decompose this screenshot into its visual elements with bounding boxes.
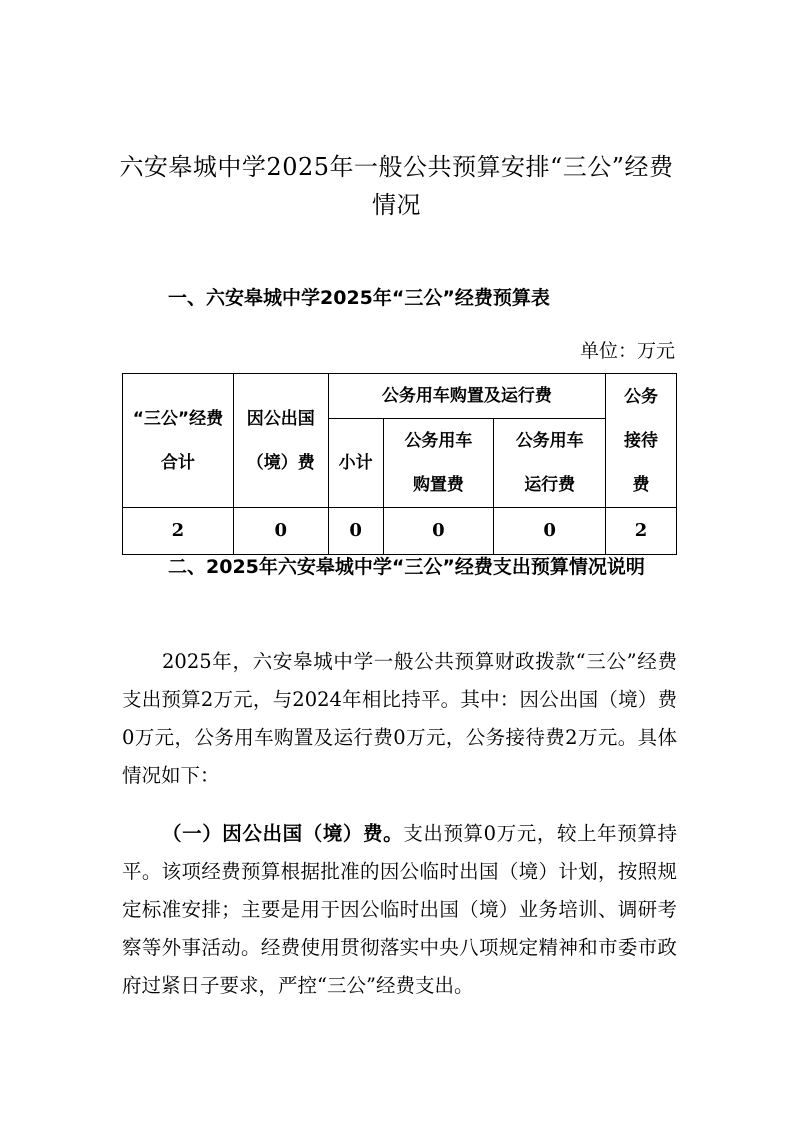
table-header-row: [123, 374, 677, 419]
section-heading-budget-table: 一、六安皋城中学2025年“三公”经费预算表: [168, 287, 550, 309]
header-reception: 公务接待费: [606, 374, 677, 508]
header-vehicle-group: 公务用车购置及运行费: [328, 374, 605, 419]
paragraph-summary: 2025年，六安皋城中学一般公共预算财政拨款“三公”经费支出预算2万元，与2024年相比持平。其中：因公出国（境）费0万元，公务用车购置及运行费0万元，公务接待费2万元。具体情况如下：: [122, 650, 677, 787]
header-abroad: 因公出国（境）费: [233, 374, 328, 508]
cell-total: 2: [123, 508, 234, 555]
paragraph-abroad-lead: （一）因公出国（境）费。: [162, 822, 404, 845]
cell-abroad: 0: [233, 508, 328, 555]
header-vehicle-operation: 公务用车运行费: [494, 419, 606, 508]
unit-label: 单位：万元: [579, 340, 675, 362]
cell-reception: 2: [606, 508, 677, 555]
cell-vehicle-purchase: 0: [383, 508, 494, 555]
budget-table: [122, 373, 677, 555]
page-title: 六安皋城中学2025年一般公共预算安排“三公”经费情况: [119, 153, 674, 219]
cell-subtotal: 0: [328, 508, 383, 555]
paragraph-abroad: [122, 815, 677, 1005]
header-total: “三公”经费合计: [123, 374, 234, 508]
header-subtotal: 小计: [328, 419, 383, 508]
cell-vehicle-operation: 0: [494, 508, 606, 555]
section-heading-explanation: 二、2025年六安皋城中学“三公”经费支出预算情况说明: [168, 556, 645, 578]
header-vehicle-purchase: 公务用车购置费: [383, 419, 494, 508]
paragraph-abroad-text: 支出预算0万元，较上年预算持平。该项经费预算根据批准的因公临时出国（境）计划，按照规定标准安排；主要是用于因公临时出国（境）业务培训、调研考察等外事活动。经费使用贯彻落实中央八项规定精神和市委市政府过紧日子要求，严控“三公”经费支出。: [122, 822, 677, 997]
